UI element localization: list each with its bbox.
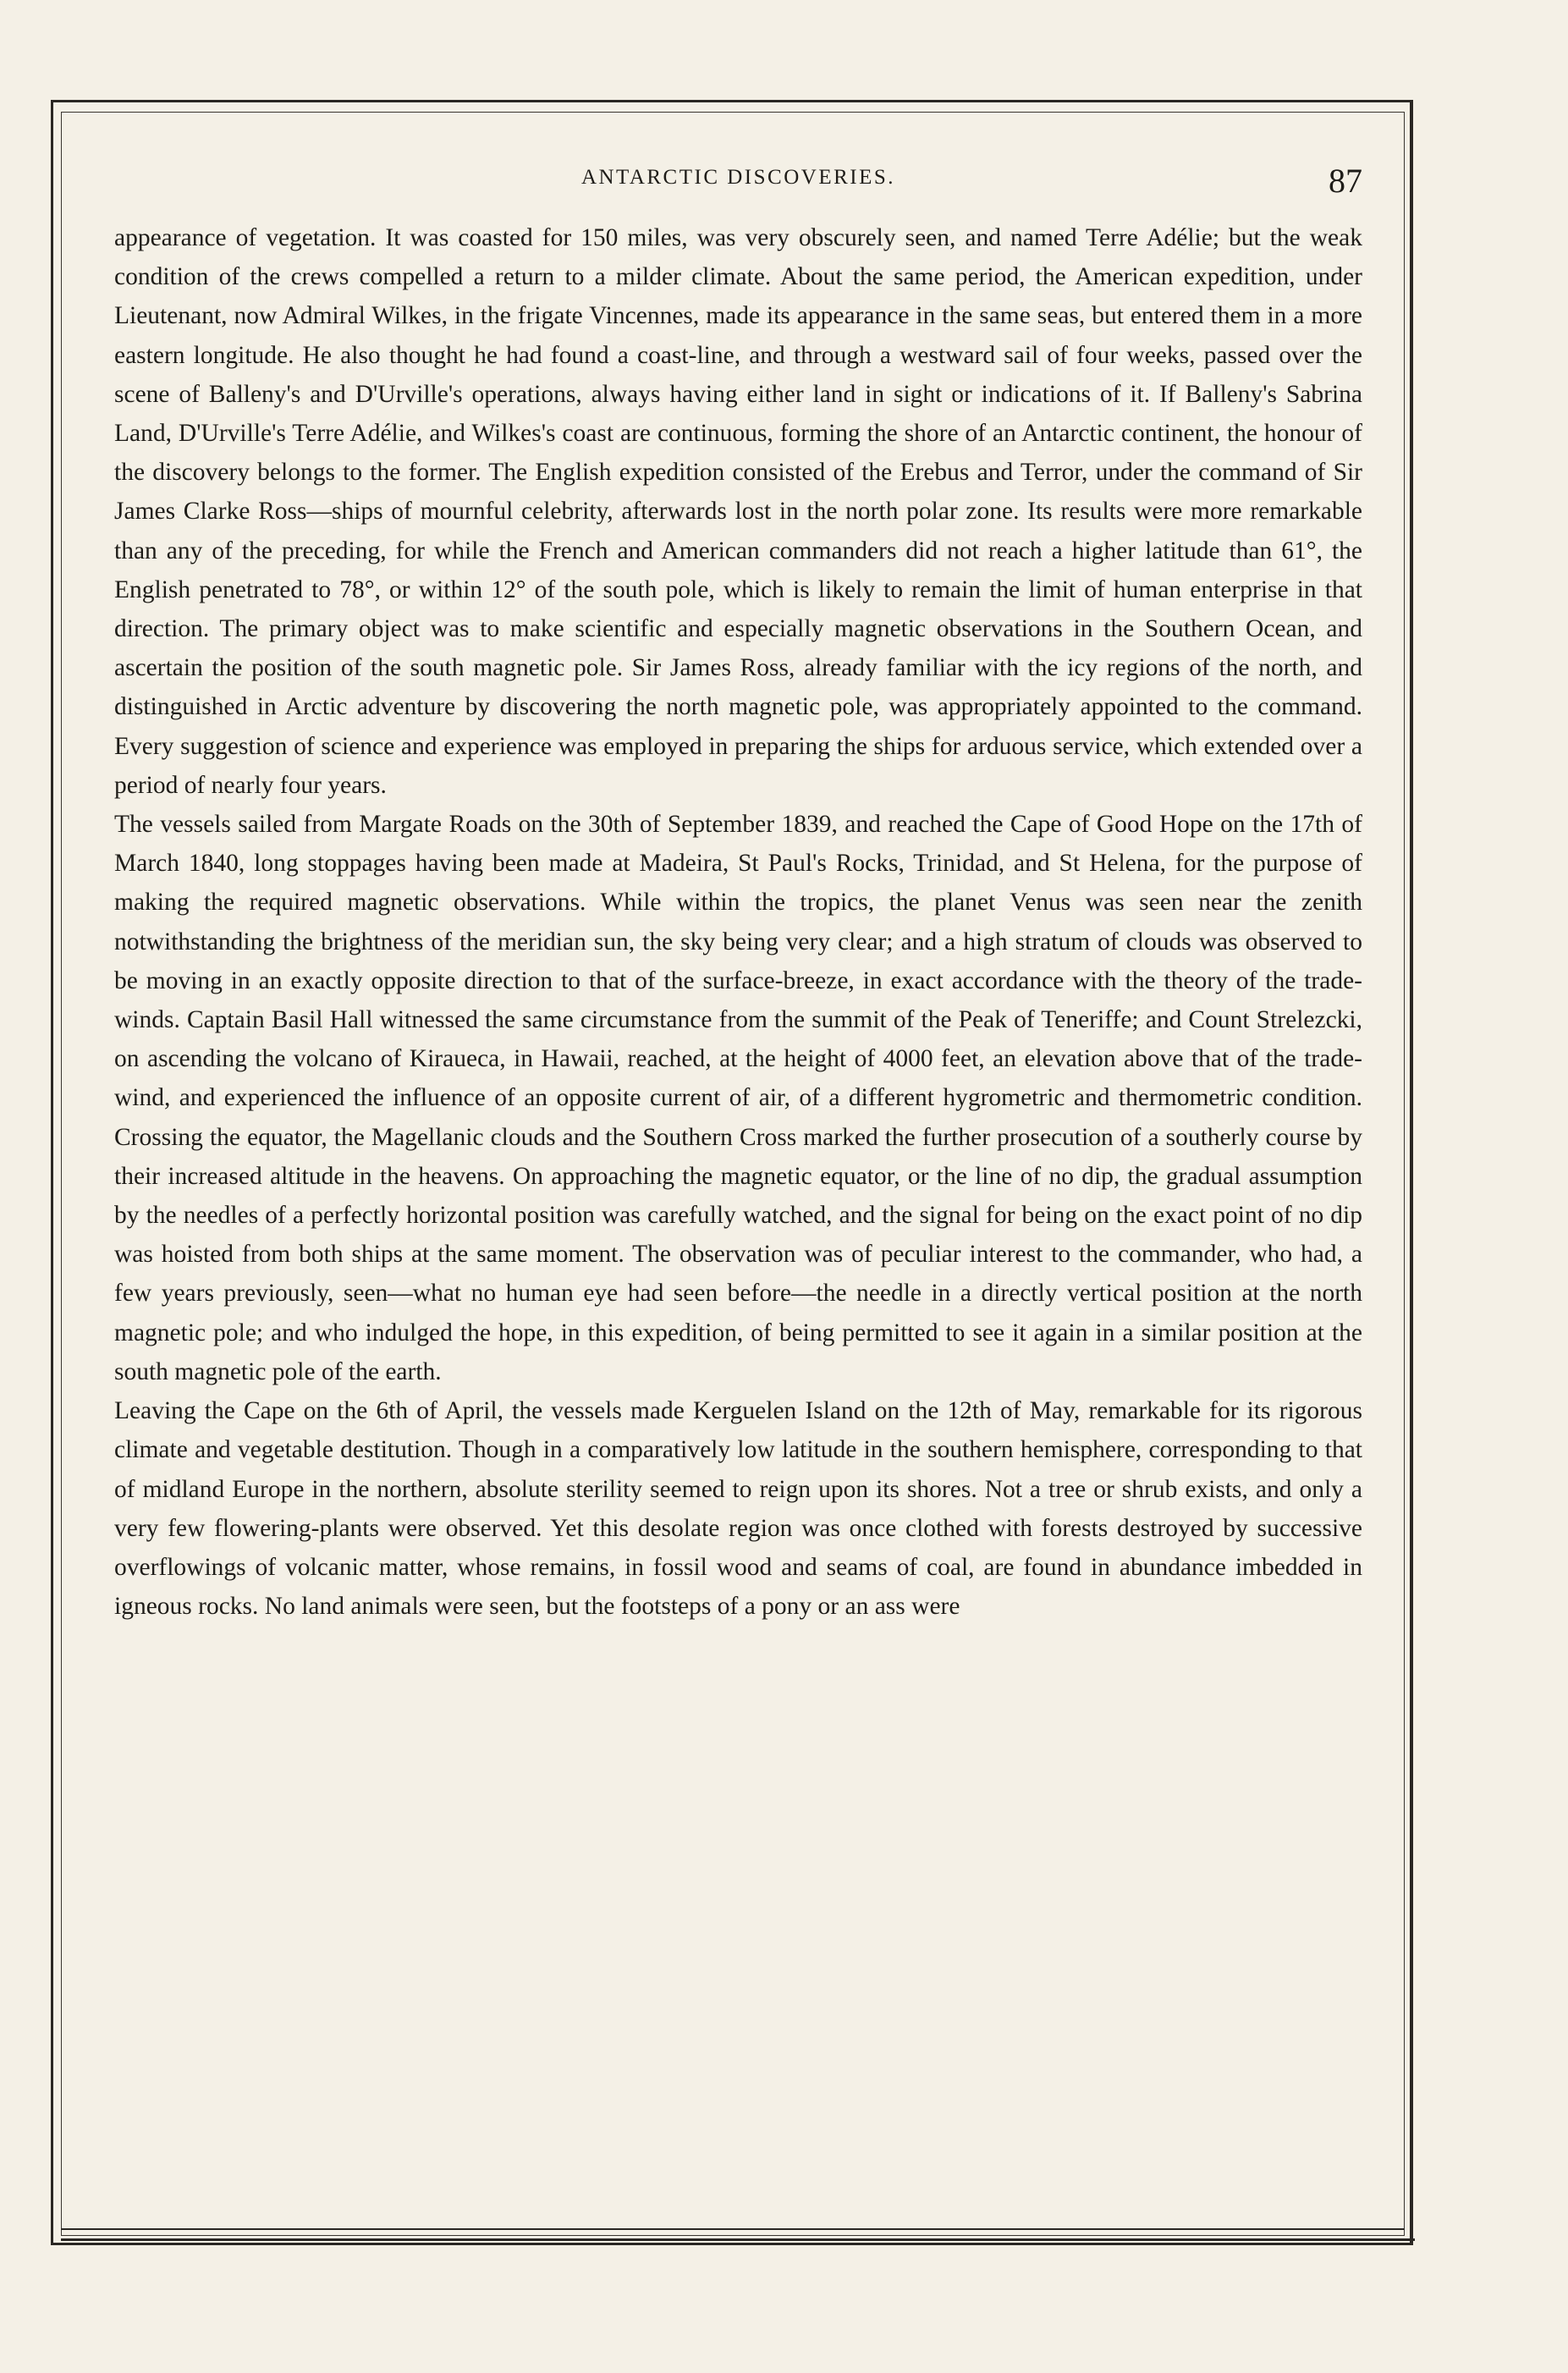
running-title: ANTARCTIC DISCOVERIES. — [580, 166, 896, 189]
page-number: 87 — [1329, 162, 1362, 200]
paragraph-2: The vessels sailed from Margate Roads on the 30th of September 1839, and reached the Cape of Good Hope on the 17th of March 1840, long stoppages having been made at Madeira, St Paul's Rocks, Trinidad, and St Helena, for the purpose of making the required magnetic observations. While within the tropics, the planet Venus was seen near the zenith notwithstanding the brightness of the meridian sun, the sky being very clear; and a high stratum of clouds was observed to be moving in an exactly opposite direction to that of the surface-breeze, in exact accordance with the theory of the trade-winds. Captain Basil Hall witnessed the same circumstance from the summit of the Peak of Teneriffe; and Count Strelezcki, on ascending the volcano of Kiraueca, in Hawaii, reached, at the height of 4000 feet, an elevation above that of the trade-wind, and experienced the influence of an opposite current of air, of a different hygrometric and thermometric condition. Crossing the equator, the Magellanic clouds and the Southern Cross marked the further prosecution of a southerly course by their increased altitude in the heavens. On approaching the magnetic equator, or the line of no dip, the gradual assumption by the needles of a perfectly horizontal position was carefully watched, and the signal for being on the exact point of no dip was hoisted from both ships at the same moment. The observation was of peculiar interest to the commander, who had, a few years previously, seen—what no human eye had seen before—the needle in a directly vertical position at the north magnetic pole; and who indulged the hope, in this expedition, of being permitted to see it again in a similar position at the south magnetic pole of the earth. — [114, 811, 1362, 1385]
bottom-rule — [61, 2228, 1405, 2230]
bottom-rule-outer — [61, 2238, 1415, 2241]
body-text — [114, 218, 1362, 1626]
paragraph-3: Leaving the Cape on the 6th of April, the vessels made Kerguelen Island on the 12th of May, remarkable for its rigorous climate and vegetable destitution. Though in a comparatively low latitude in the southern hemisphere, corresponding to that of midland Europe in the northern, absolute sterility seemed to reign upon its shores. Not a tree or shrub exists, and only a very few flowering-plants were observed. Yet this desolate region was once clothed with forests destroyed by successive overflowings of volcanic matter, whose remains, in fossil wood and seams of coal, are found in abundance imbedded in igneous rocks. No land animals were seen, but the footsteps of a pony or an ass were — [114, 1397, 1362, 1621]
running-head — [114, 161, 1362, 200]
paragraph-1: appearance of vegetation. It was coasted for 150 miles, was very obscurely seen, and named Terre Adélie; but the weak condition of the crews compelled a return to a milder climate. About the same period, the American expedition, under Lieutenant, now Admiral Wilkes, in the frigate Vincennes, made its appearance in the same seas, but entered them in a more eastern longitude. He also thought he had found a coast-line, and through a westward sail of four weeks, passed over the scene of Balleny's and D'Urville's operations, always having either land in sight or indications of it. If Balleny's Sabrina Land, D'Urville's Terre Adélie, and Wilkes's coast are continuous, forming the shore of an Antarctic continent, the honour of the discovery belongs to the former. The English expedition consisted of the Erebus and Terror, under the command of Sir James Clarke Ross—ships of mournful celebrity, afterwards lost in the north polar zone. Its results were more remarkable than any of the preceding, for while the French and American commanders did not reach a higher latitude than 61°, the English penetrated to 78°, or within 12° of the south pole, which is likely to remain the limit of human enterprise in that direction. The primary object was to make scientific and especially magnetic observations in the Southern Ocean, and ascertain the position of the south magnetic pole. Sir James Ross, already familiar with the icy regions of the north, and distinguished in Arctic adventure by discovering the north magnetic pole, was appropriately appointed to the command. Every suggestion of science and experience was employed in preparing the ships for arduous service, which extended over a period of nearly four years. — [114, 224, 1362, 799]
